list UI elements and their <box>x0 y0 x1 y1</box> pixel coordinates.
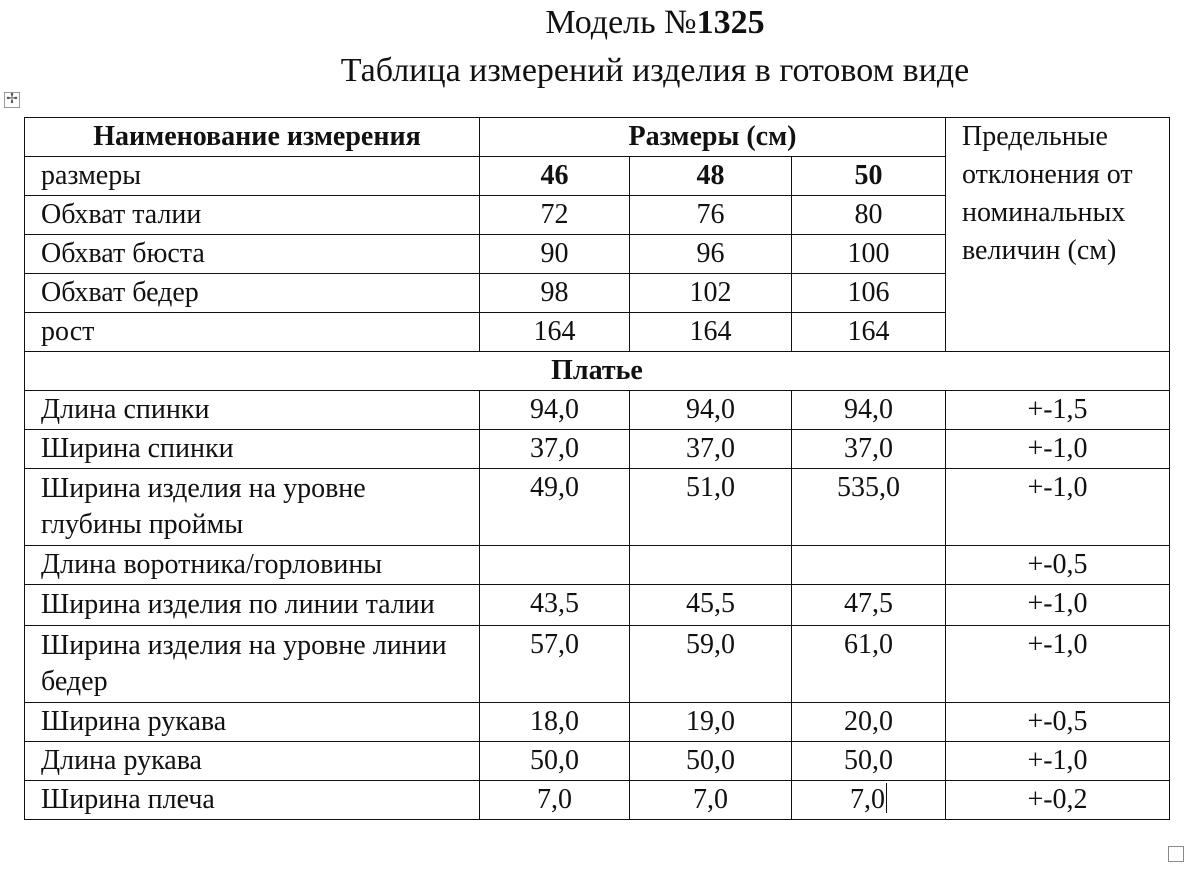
row-label: Длина воротника/горловины <box>25 546 480 585</box>
header-row <box>25 118 1170 157</box>
cell-value: 80 <box>792 196 946 235</box>
document-title <box>0 6 1200 40</box>
garment-row <box>25 626 1170 703</box>
row-label: Длина рукава <box>25 742 480 781</box>
cell-value: 7,0 <box>480 781 630 820</box>
row-label: Обхват талии <box>25 196 480 235</box>
row-label: рост <box>25 313 480 352</box>
tolerance-cell: +-1,5 <box>946 391 1170 430</box>
cell-value <box>480 546 630 585</box>
cell-value: 96 <box>630 235 792 274</box>
cell-value: 94,0 <box>480 391 630 430</box>
size-46: 46 <box>480 157 630 196</box>
garment-row <box>25 742 1170 781</box>
tolerance-cell: +-1,0 <box>946 469 1170 546</box>
tolerance-cell: +-1,0 <box>946 626 1170 703</box>
garment-row <box>25 391 1170 430</box>
cell-value: 94,0 <box>792 391 946 430</box>
cell-value: 50,0 <box>480 742 630 781</box>
title-prefix: Модель № <box>545 4 697 41</box>
cell-value: 37,0 <box>630 430 792 469</box>
size-row-label: размеры <box>25 157 480 196</box>
tolerance-cell: +-1,0 <box>946 585 1170 626</box>
cell-value <box>630 546 792 585</box>
header-deviation: Предельные отклонения от номинальных величин (см) <box>946 118 1170 352</box>
row-label: Ширина изделия на уровне линии бедер <box>25 626 480 703</box>
cell-value: 43,5 <box>480 585 630 626</box>
row-label: Ширина изделия по линии талии <box>25 585 480 626</box>
cell-value: 7,0 <box>850 784 885 815</box>
cell-value: 19,0 <box>630 703 792 742</box>
cell-value: 164 <box>630 313 792 352</box>
measurement-table <box>24 117 1170 820</box>
size-48: 48 <box>630 157 792 196</box>
row-label: Ширина спинки <box>25 430 480 469</box>
cell-value: 98 <box>480 274 630 313</box>
cell-value: 50,0 <box>792 742 946 781</box>
garment-row <box>25 430 1170 469</box>
cell-value: 7,0 <box>630 781 792 820</box>
cell-value: 164 <box>480 313 630 352</box>
section-row <box>25 352 1170 391</box>
row-label: Обхват бюста <box>25 235 480 274</box>
tolerance-cell: +-1,0 <box>946 430 1170 469</box>
cell-value: 18,0 <box>480 703 630 742</box>
cell-value: 100 <box>792 235 946 274</box>
cell-value <box>792 546 946 585</box>
table-move-handle-icon[interactable]: ✢ <box>4 92 20 108</box>
cell-value: 57,0 <box>480 626 630 703</box>
garment-row <box>25 703 1170 742</box>
cell-value: 102 <box>630 274 792 313</box>
cell-value: 72 <box>480 196 630 235</box>
table-resize-handle[interactable] <box>1168 846 1184 862</box>
cell-value: 164 <box>792 313 946 352</box>
row-label: Ширина рукава <box>25 703 480 742</box>
cell-value-with-cursor[interactable] <box>792 781 946 820</box>
cell-value: 47,5 <box>792 585 946 626</box>
tolerance-cell: +-1,0 <box>946 742 1170 781</box>
cell-value: 51,0 <box>630 469 792 546</box>
cell-value: 94,0 <box>630 391 792 430</box>
row-label: Ширина плеча <box>25 781 480 820</box>
document-subtitle: Таблица измерений изделия в готовом виде <box>340 52 970 89</box>
row-label: Ширина изделия на уровне глубины проймы <box>25 469 480 546</box>
header-name: Наименование измерения <box>25 118 480 157</box>
section-title: Платье <box>25 352 1170 391</box>
cell-value: 49,0 <box>480 469 630 546</box>
cell-value: 45,5 <box>630 585 792 626</box>
cell-value: 106 <box>792 274 946 313</box>
garment-row <box>25 546 1170 585</box>
garment-row <box>25 469 1170 546</box>
cell-value: 90 <box>480 235 630 274</box>
cell-value: 61,0 <box>792 626 946 703</box>
row-label: Длина спинки <box>25 391 480 430</box>
model-number: 1325 <box>696 4 765 41</box>
tolerance-cell: +-0,2 <box>946 781 1170 820</box>
garment-row <box>25 781 1170 820</box>
cell-value: 76 <box>630 196 792 235</box>
tolerance-cell: +-0,5 <box>946 546 1170 585</box>
row-label: Обхват бедер <box>25 274 480 313</box>
cell-value: 37,0 <box>480 430 630 469</box>
size-50: 50 <box>792 157 946 196</box>
cell-value: 50,0 <box>630 742 792 781</box>
cell-value: 59,0 <box>630 626 792 703</box>
garment-row <box>25 585 1170 626</box>
cell-value: 37,0 <box>792 430 946 469</box>
tolerance-cell: +-0,5 <box>946 703 1170 742</box>
cell-value: 20,0 <box>792 703 946 742</box>
cell-value: 535,0 <box>792 469 946 546</box>
text-cursor <box>886 783 887 813</box>
header-sizes: Размеры (см) <box>480 118 946 157</box>
